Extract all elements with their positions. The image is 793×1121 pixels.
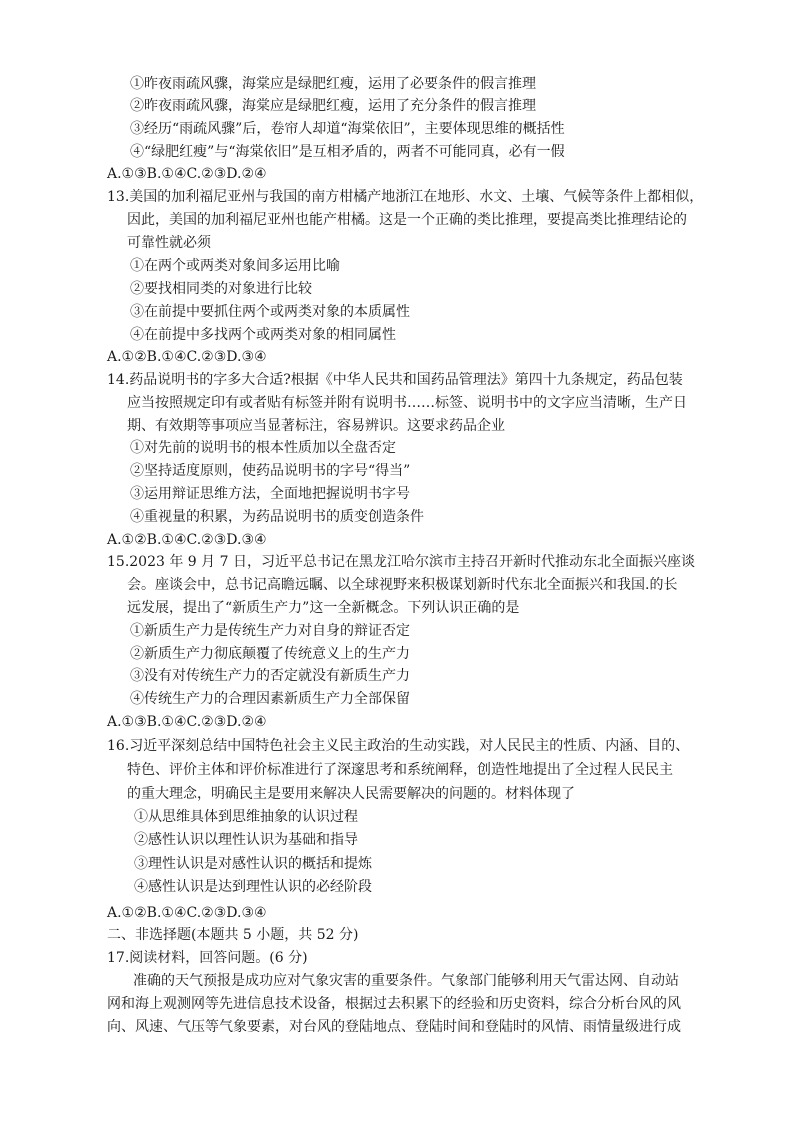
q16-option-1: ①从思维具体到思维抽象的认识过程 — [134, 809, 358, 825]
q13-option-3: ③在前提中要抓住两个或两类对象的本质属性 — [130, 304, 410, 320]
q15-stem-line-2: 会。座谈会中，总书记高瞻远瞩、以全球视野来积极谋划新时代东北全面振兴和我国.的长 — [127, 577, 678, 593]
q13-option-1: ①在两个或两类对象间多运用比喻 — [130, 258, 340, 274]
q14-option-3: ③运用辩证思维方法，全面地把握说明书字号 — [130, 486, 410, 502]
q17-paragraph-line-1: 准确的天气预报是成功应对气象灾害的重要条件。气象部门能够利用天气雷达网、自动站 — [133, 973, 679, 989]
q13-stem-line-1: 13.美国的加利福尼亚州与我国的南方柑橘产地浙江在地形、水文、土壤、气候等条件上都相似， — [107, 189, 704, 205]
q17-paragraph-line-2: 网和海上观测网等先进信息技术设备，根据过去积累下的经验和历史资料，综合分析台风的风 — [107, 996, 681, 1012]
q12-option-4: ④“绿肥红瘦”与“海棠依旧”是互相矛盾的，两者不可能同真，必有一假 — [130, 144, 565, 160]
q15-answer-choices: A.①③B.①④C.②③D.②④ — [107, 714, 267, 730]
q14-option-4: ④重视量的积累，为药品说明书的质变创造条件 — [130, 509, 424, 525]
q17-paragraph-line-3: 向、风速、气压等气象要素，对台风的登陆地点、登陆时间和登陆时的风情、雨情量级进行成 — [107, 1019, 681, 1035]
q14-option-1: ①对先前的说明书的根本性质加以全盘否定 — [130, 440, 396, 456]
q14-stem-line-3: 期、有效期等事项应当显著标注，容易辨识。这要求药品企业 — [127, 418, 505, 434]
q15-option-1: ①新质生产力是传统生产力对自身的辩证否定 — [130, 623, 410, 639]
q16-option-2: ②感性认识以理性认识为基础和指导 — [134, 832, 358, 848]
q12-option-2: ②昨夜雨疏风骤，海棠应是绿肥红瘦，运用了充分条件的假言推理 — [130, 98, 536, 114]
q14-stem-line-1: 14.药品说明书的字多大合适?根据《中华人民共和国药品管理法》第四十九条规定，药品包装 — [107, 372, 683, 388]
q14-stem-line-2: 应当按照规定印有或者贴有标签并附有说明书……标签、说明书中的文字应当清晰，生产日 — [127, 395, 687, 411]
q13-answer-choices: A.①②B.①④C.②③D.③④ — [107, 349, 267, 365]
q16-answer-choices: A.①②B.①④C.②③D.③④ — [107, 905, 267, 921]
q12-option-1: ①昨夜雨疏风骤，海棠应是绿肥红瘦，运用了必要条件的假言推理 — [130, 76, 536, 92]
q15-option-3: ③没有对传统生产力的否定就没有新质生产力 — [130, 668, 410, 684]
q13-stem-line-2: 因此，美国的加利福尼亚州也能产柑橘。这是一个正确的类比推理，要提高类比推理结论的 — [127, 212, 687, 228]
q15-option-2: ②新质生产力彻底颠覆了传统意义上的生产力 — [130, 646, 410, 662]
q14-answer-choices: A.①②B.①④C.②③D.③④ — [107, 532, 267, 548]
q14-option-2: ②坚持适度原则，使药品说明书的字号“得当” — [130, 463, 411, 479]
q17-title: 17.阅读材料，回答问题。(6 分) — [107, 950, 308, 966]
q12-option-3: ③经历“雨疏风骤”后，卷帘人却道“海棠依旧”，主要体现思维的概括性 — [130, 121, 565, 137]
q16-stem-line-3: 的重大理念，明确民主是要用来解决人民需要解决的问题的。材料体现了 — [127, 786, 575, 802]
section-heading: 二、非选择题(本题共 5 小题，共 52 分) — [107, 927, 359, 943]
q16-stem-line-1: 16.习近平深刻总结中国特色社会主义民主政治的生动实践，对人民民主的性质、内涵、目的、 — [107, 738, 690, 754]
q13-option-2: ②要找相同类的对象进行比较 — [130, 281, 312, 297]
q15-stem-line-3: 远发展，提出了“新质生产力”这一全新概念。下列认识正确的是 — [127, 600, 520, 616]
q15-stem-line-1: 15.2023 年 9 月 7 日，习近平总书记在黑龙江哈尔滨市主持召开新时代推动东北全面振兴座谈 — [107, 554, 695, 570]
q16-stem-line-2: 特色、评价主体和评价标准进行了深邃思考和系统阐释，创造性地提出了全过程人民民主 — [127, 762, 673, 778]
q16-option-3: ③理性认识是对感性认识的概括和提炼 — [134, 856, 372, 872]
q13-stem-line-3: 可靠性就必须 — [127, 235, 211, 251]
q13-option-4: ④在前提中多找两个或两类对象的相同属性 — [130, 327, 396, 343]
q16-option-4: ④感性认识是达到理性认识的必经阶段 — [134, 879, 372, 895]
q12-answer-choices: A.①③B.①④C.②③D.②④ — [107, 166, 267, 182]
q15-option-4: ④传统生产力的合理因素新质生产力全部保留 — [130, 691, 410, 707]
